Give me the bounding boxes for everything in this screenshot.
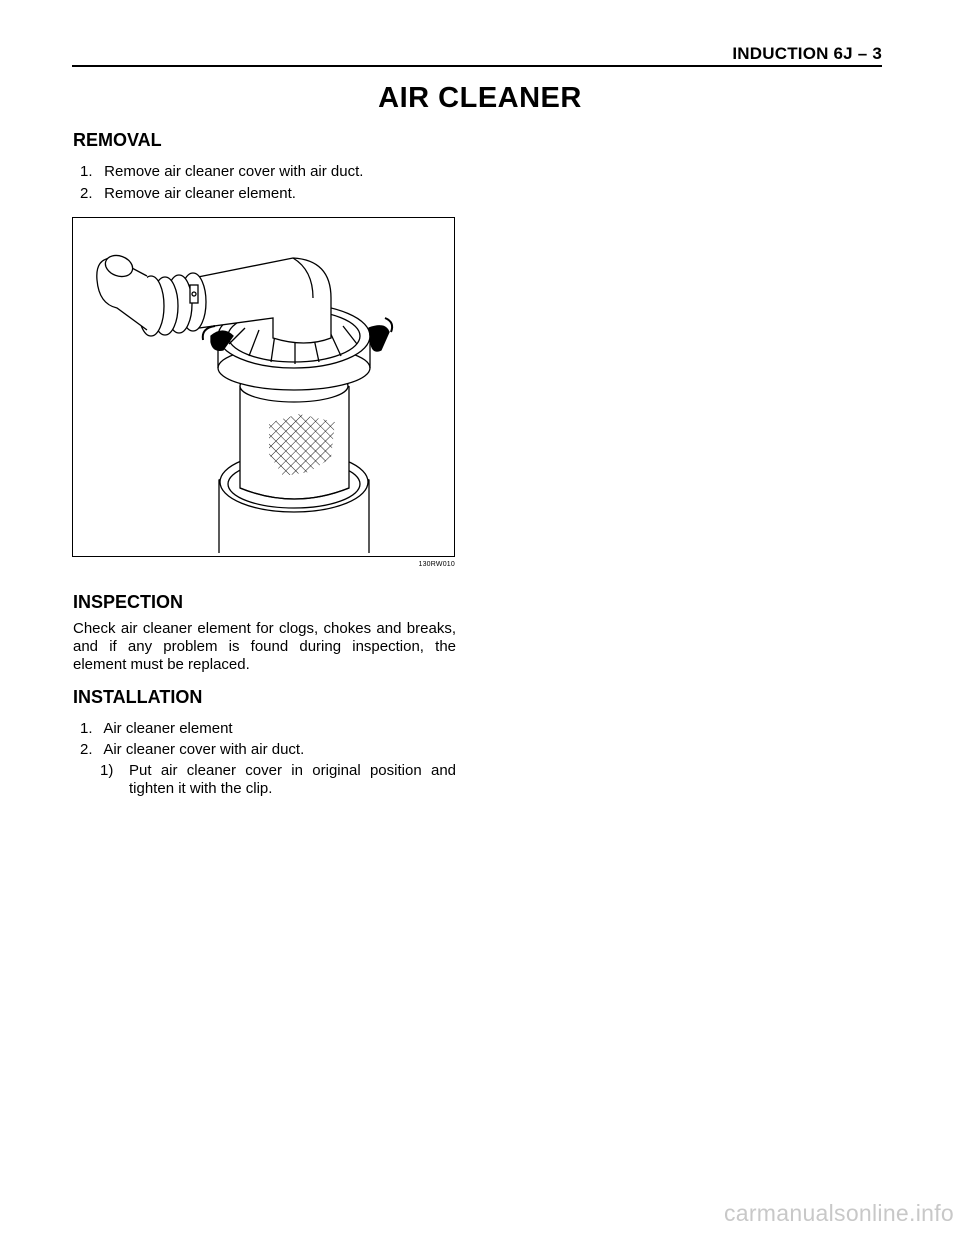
step-number: 1. bbox=[80, 163, 93, 180]
inspection-text: Check air cleaner element for clogs, chokes and breaks, and if any problem is found during inspection, the element must be replaced. bbox=[73, 620, 456, 673]
step-number: 2. bbox=[80, 185, 93, 202]
header-rule bbox=[72, 65, 882, 67]
air-cleaner-illustration bbox=[72, 217, 455, 557]
page-title: AIR CLEANER bbox=[378, 82, 582, 114]
figure-code: 130RW010 bbox=[418, 561, 455, 568]
inspection-heading: INSPECTION bbox=[73, 592, 184, 612]
step-text: Remove air cleaner element. bbox=[104, 185, 296, 202]
watermark: carmanualsonline.info bbox=[723, 1200, 954, 1226]
step-text: Remove air cleaner cover with air duct. bbox=[104, 163, 364, 180]
step-number: 2. bbox=[80, 741, 93, 758]
installation-heading: INSTALLATION bbox=[73, 687, 203, 707]
substep-text-line-1: Put air cleaner cover in original position and bbox=[129, 762, 456, 779]
section-header: INDUCTION 6J – 3 bbox=[732, 44, 882, 63]
installation-substep-1 bbox=[100, 762, 456, 798]
substep-number: 1) bbox=[100, 762, 114, 779]
step-text: Air cleaner element bbox=[103, 720, 233, 737]
step-number: 1. bbox=[80, 720, 93, 737]
substep-text-line-2: tighten it with the clip. bbox=[129, 780, 273, 797]
step-text: Air cleaner cover with air duct. bbox=[103, 741, 305, 758]
removal-heading: REMOVAL bbox=[73, 130, 162, 150]
removal-step-2 bbox=[80, 185, 296, 203]
removal-step-1 bbox=[80, 163, 363, 181]
installation-step-1 bbox=[80, 720, 233, 738]
installation-step-2 bbox=[80, 741, 304, 759]
